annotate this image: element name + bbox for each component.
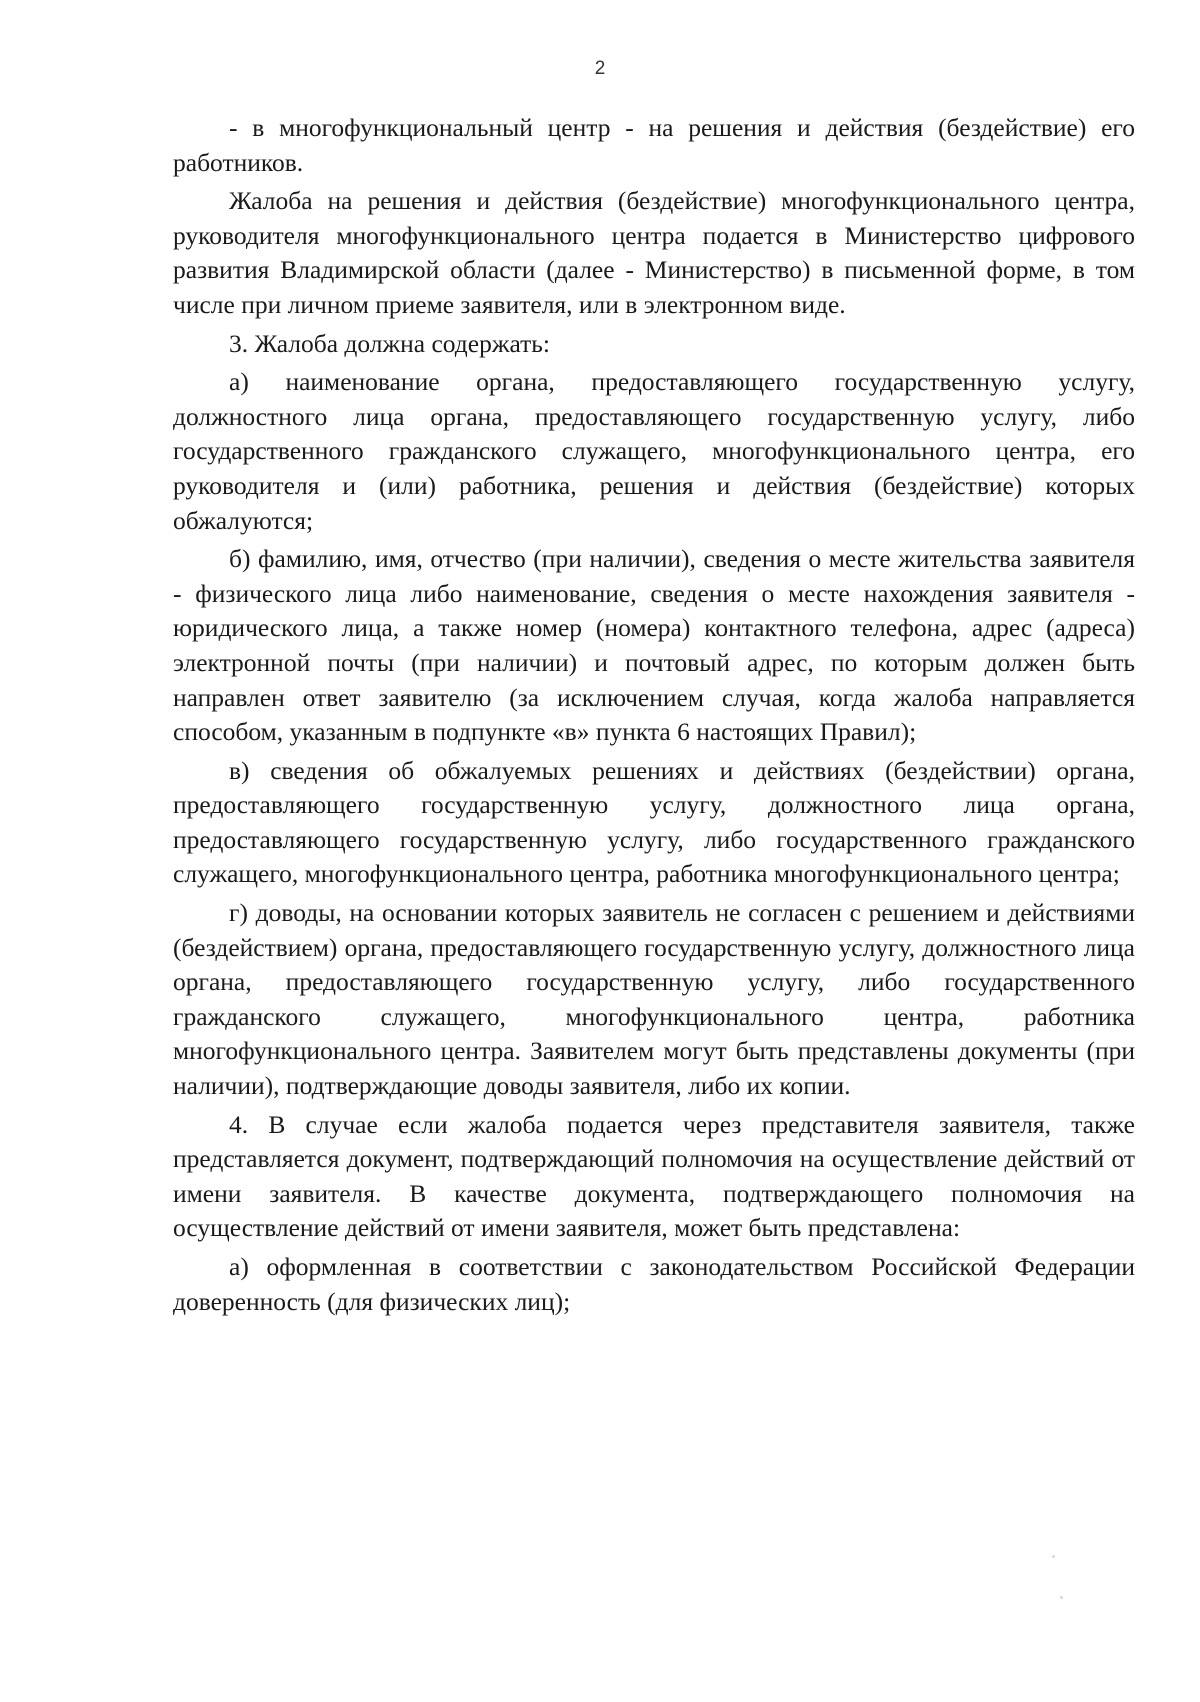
paragraph-item-a: а) наименование органа, предоставляющего государственную услугу, должностного лица органа, предоставляющего государственную услугу, либо государственного гражданского служащего, многофункционального центра, его руководителя и (или) работника, решения и действия (бездействие) которых обжалуются; — [173, 367, 1135, 535]
scan-speck — [1060, 1596, 1063, 1599]
paragraph-item-v: в) сведения об обжалуемых решениях и действиях (бездействии) органа, предоставляющего государственную услугу, должностного лица органа, предоставляющего государственную услугу, либо государственного гражданского служащего, многофункционального центра, работника многофункционального центра; — [173, 755, 1135, 889]
paragraph-item-b: б) фамилию, имя, отчество (при наличии), сведения о месте жительства заявителя - физического лица либо наименование, сведения о месте нахождения заявителя - юридического лица, а также номер (номера) контактного телефона, адрес (адреса) электронной почты (при наличии) и почтовый адрес, по которым должен быть направлен ответ заявителю (за исключением случая, когда жалоба направляется способом, указанным в подпункте «в» пункта 6 настоящих Правил); — [173, 544, 1135, 747]
paragraph-complaint-ministry: Жалоба на решения и действия (бездействие) многофункционального центра, руководителя многофункционального центра подается в Министерство цифрового развития Владимирской области (далее - Министерство) в письменной форме, в том числе при личном приеме заявителя, или в электронном виде. — [173, 186, 1135, 319]
paragraph-mfc-workers: - в многофункциональный центр - на решения и действия (бездействие) его работников. — [173, 113, 1135, 177]
paragraph-power-of-attorney: а) оформленная в соответствии с законодательством Российской Федерации доверенность (для физических лиц); — [173, 1252, 1135, 1316]
paragraph-item-g: г) доводы, на основании которых заявитель не согласен с решением и действиями (бездействием) органа, предоставляющего государственную услугу, должностного лица органа, предоставляющего государственную услугу, либо государственного гражданского служащего, многофункционального центра, работника многофункционального центра. Заявителем могут быть представлены документы (при наличии), подтверждающие доводы заявителя, либо их копии. — [173, 898, 1135, 1101]
page-number: 2 — [594, 58, 606, 79]
paragraph-complaint-contents-heading: 3. Жалоба должна содержать: — [229, 328, 550, 358]
paragraph-representative: 4. В случае если жалоба подается через представителя заявителя, также представляется документ, подтверждающий полномочия на осуществление действий от имени заявителя. В качестве документа, подтверждающего полномочия на осуществление действий от имени заявителя, может быть представлена: — [173, 1109, 1135, 1243]
scan-speck — [1052, 1555, 1055, 1558]
document-body — [173, 111, 1135, 1319]
